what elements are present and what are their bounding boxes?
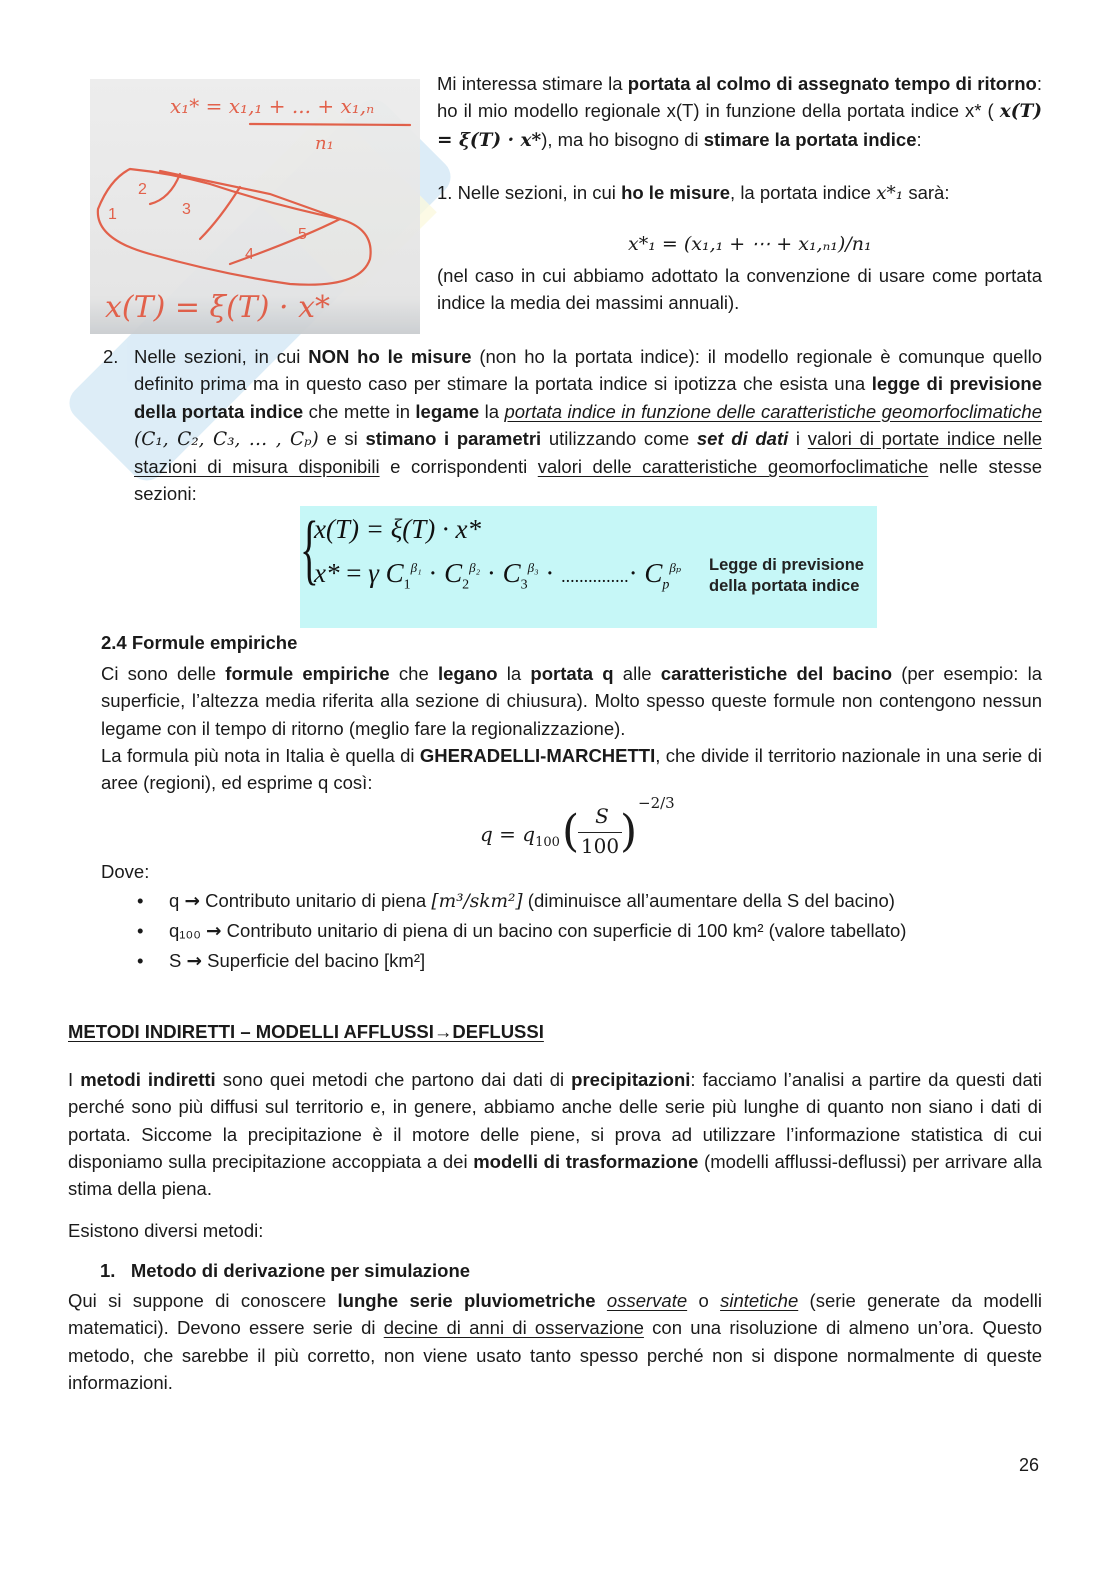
formula-box-label: Legge di previsione della portata indice <box>709 556 864 595</box>
page-number: 26 <box>1019 1455 1040 1475</box>
arrow-right-icon: → <box>206 921 222 942</box>
item-1-with-measures: 1. Nelle sezioni, in cui ho le misure, la portata indice x*₁ sarà: <box>437 182 950 204</box>
svg-text:x(T) = ξ(T) · x*: x(T) = ξ(T) · x* <box>105 290 331 325</box>
formula-x1-star: x*₁ = (x₁,₁ + ⋯ + x₁,ₙ₁)/n₁ <box>628 233 872 255</box>
index-flood-prediction-formula-box <box>300 506 877 628</box>
indirect-methods-paragraph: I metodi indiretti sono quei metodi che partono dai dati di precipitazioni: facciamo l’analisi a partire da questi dati perché sono più diffusi sul territorio e, in genere, abbiamo anche delle serie più lunghe di quanto non siano i dati di portata. Siccome la precipitazione è il motore delle piene, si prova ad utilizzare l’informazione statistica di cui disponiamo sulla precipitazione accoppiata a dei modelli di trasformazione (modelli afflussi-deflussi) per arrivare alla stima della piena. <box>68 1069 1043 1200</box>
arrow-right-icon: → <box>184 891 200 912</box>
regional-model-equation: x(T) = ξ(T) · x* <box>314 514 481 544</box>
svg-text:3: 3 <box>182 201 191 218</box>
basin-sketch-icon <box>90 79 420 334</box>
where-label: Dove: <box>101 861 150 882</box>
method-1-title: 1. Metodo di derivazione per simulazione <box>100 1260 471 1281</box>
item-2-without-measures: Nelle sezioni, in cui NON ho le misure (non ho la portata indice): il modello regionale è comunque quello definito prima ma in questo caso per stimare la portata indice si ipotizza che esista una legge di previsione della portata indice che mette in legame la portata indice in funzione delle caratteristiche geomorfoclimatiche (C₁, C₂, C₃, … , Cₚ) e si stimano i parametri utilizzando come set di dati i valori di portate indice nelle stazioni di misura disponibili e corrispondenti valori delle caratteristiche geomorfoclimatiche nelle stesse sezioni: <box>134 346 1043 505</box>
svg-text:2: 2 <box>138 181 147 198</box>
arrow-right-icon: → <box>186 951 202 972</box>
mean-annual-max-note: (nel caso in cui abbiamo adottato la convenzione di usare come portata indice la media dei massimi annuali). <box>437 265 1042 314</box>
svg-text:n₁: n₁ <box>315 133 334 154</box>
index-flood-equation: x* = γ $C_1^{\beta_1} \cdot C_2^{\beta_2} \cdot C_3^{\beta_3}$ · ...............· $C_p^{\beta_p}$ <box>314 558 682 593</box>
document-page: x₁* = x₁,₁ + ... + x₁,ₙ n₁ 2 1 3 4 5 x(T) = ξ(T) · x* Mi interessa stimare la portata al colmo di assegnato tempo di ritorno: ho il mio modello regionale x(T) in funzione della portata indice x* ( x(T) = ξ(T) · x*), ma ho bisogno di stimare la portata indice: 1. Nelle sezioni, in cui ho le misure, la portata indice x*₁ sarà: x*₁ = (x₁,₁ + ⋯ + x₁,ₙ₁)/n₁ (nel caso in cui abbiamo adottato la convenzione di usare come portata indice la media dei massimi annuali). 2. Nelle sezioni, in cui NON ho le misure (non ho la portata indice): il modello regionale è comunque quello definito prima ma in questo caso per stimare la portata indice si ipotizza che esista una legge di previsione della portata indice che mette in legame la portata indice in funzione delle caratteristiche geomorfoclimatiche (C₁, C₂, C₃, … , Cₚ) e si stimano i parametri utilizzando come set di dati i valori di portate indice nelle stazioni di misura disponibili e corrispondenti valori delle caratteristiche geomorfoclimatiche nelle stesse sezioni: { x(T) = ξ(T) · x* x* = γ $C_1^{\beta_1} \cdot C_2^{\beta_2} \cdot C_3^{\beta_3}$ · ...............· $C_p^{\beta_p}$ Legge di previsione della portata indice 2.4 Formule empiriche Ci sono delle formule empiriche che legano la portata q alle caratteristiche del bacino (per esempio: la superficie, l’altezza media riferita alla sezione di chiusura). Molto spesso queste formule non contengono nessun legame con il tempo di ritorno (meglio fare la regionalizzazione). La formula più nota in Italia è quella di GHERADELLI-MARCHETTI, che divide il territorio nazionale in una serie di aree (regioni), ed esprime q così: $q = q_{100}$ ( S 100 ) −2/3 Dove: • q → Contributo unitario di piena [m³/skm²] (diminuisce all’aumentare della S del bacino) • q₁₀₀ → Contributo unitario di piena di un bacino con superficie di 100 km² (valore tabellato) • S → Superficie del bacino [km²] METODI INDIRETTI – MODELLI AFFLUSSI→DEFLUSSI I metodi indiretti sono quei metodi che partono dai dati di precipitazioni: facciamo l’analisi a partire da questi dati perché sono più diffusi sul territorio e, in genere, abbiamo anche delle serie più lunghe di quanto non siano i dati di portata. Siccome la precipitazione è il motore delle piene, si prova ad utilizzare l’informazione statistica di cui disponiamo sulla precipitazione accoppiata a dei modelli di trasformazione (modelli afflussi-deflussi) per arrivare alla stima della piena. Esistono diversi metodi: 1. Metodo di derivazione per simulazione Qui si suppone di conoscere lunghe serie pluviometriche osservate o sintetiche (serie generate da modelli matematici). Devono essere serie di decine di anni di osservazione con una risoluzione di almeno un’ora. Questo metodo, che sarebbe il più corretto, non viene usato tanto spesso perché non si dispone normalmente di queste informazioni. 26 <box>0 0 1116 1579</box>
list-item-s: • S → Superficie del bacino [km²] <box>101 946 1061 976</box>
indirect-methods-heading: METODI INDIRETTI – MODELLI AFFLUSSI→DEFLUSSI <box>68 1021 544 1042</box>
empirical-formulas-paragraph: Ci sono delle formule empiriche che legano la portata q alle caratteristiche del bacino (per esempio: la superficie, l’altezza media riferita alla sezione di chiusura). Molto spesso queste formule non contengono nessun legame con il tempo di ritorno (meglio fare la regionalizzazione). <box>101 663 1042 739</box>
list-item-q: • q → Contributo unitario di piena [m³/skm²] (diminuisce all’aumentare della S del bacino) <box>101 886 1061 916</box>
item-2-number: 2. <box>103 346 119 367</box>
gheradelli-marchetti-paragraph: La formula più nota in Italia è quella di GHERADELLI-MARCHETTI, che divide il territorio nazionale in una serie di aree (regioni), ed esprime q così: <box>101 745 1042 794</box>
svg-text:x₁* = x₁,₁ + ... + x₁,ₙ: x₁* = x₁,₁ + ... + x₁,ₙ <box>170 94 375 118</box>
svg-text:5: 5 <box>298 226 307 243</box>
svg-text:4: 4 <box>245 246 254 263</box>
simulation-method-paragraph: Qui si suppone di conoscere lunghe serie pluviometriche osservate o sintetiche (serie generate da modelli matematici). Devono essere serie di decine di anni di osservazione con una risoluzione di almeno un’ora. Questo metodo, che sarebbe il più corretto, non viene usato tanto spesso perché non si dispone normalmente di queste informazioni. <box>68 1290 1043 1393</box>
various-methods-text: Esistono diversi metodi: <box>68 1220 264 1241</box>
handwritten-sketch-image <box>90 79 420 334</box>
list-item-q100: • q₁₀₀ → Contributo unitario di piena di un bacino con superficie di 100 km² (valore tabellato) <box>101 916 1061 946</box>
brace-icon: { <box>300 505 319 592</box>
intro-paragraph: Mi interessa stimare la portata al colmo di assegnato tempo di ritorno: ho il mio modello regionale x(T) in funzione della portata indice x* ( x(T) = ξ(T) · x*), ma ho bisogno di stimare la portata indice: <box>437 73 1043 151</box>
variables-list <box>101 886 1061 976</box>
svg-text:1: 1 <box>108 206 117 223</box>
section-title-2-4: 2.4 Formule empiriche <box>101 632 298 653</box>
